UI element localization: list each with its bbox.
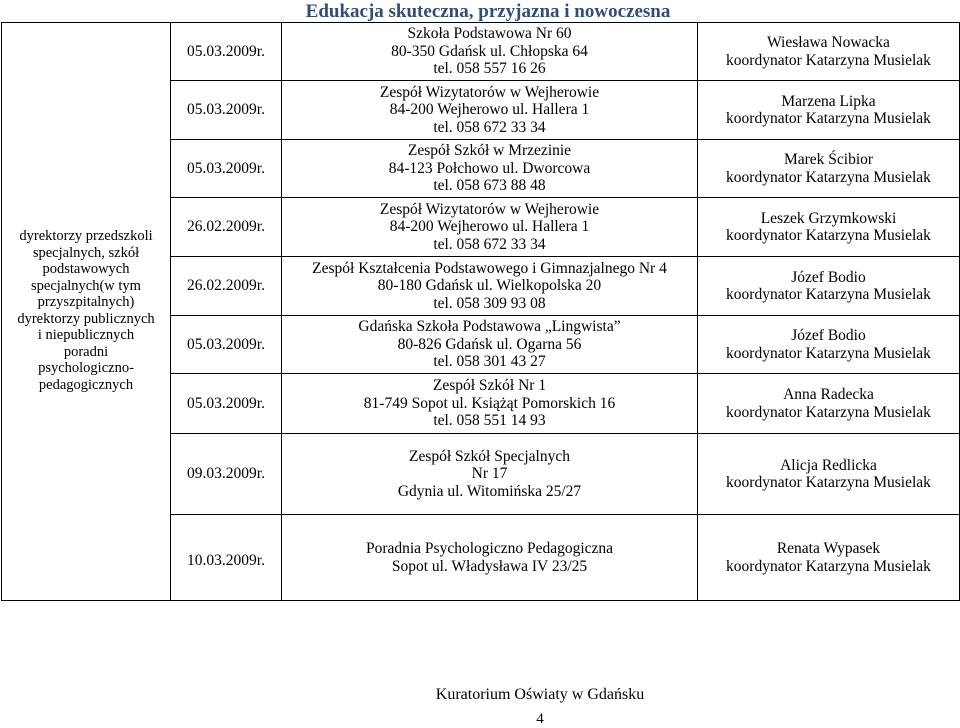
date-cell: 05.03.2009r.	[171, 374, 282, 434]
leader-cell	[698, 316, 960, 374]
coordinator-name: koordynator Katarzyna Musielak	[726, 403, 931, 421]
leader-cell	[698, 23, 960, 81]
school-cell	[282, 81, 698, 140]
school-cell	[282, 316, 698, 374]
coordinator-name: koordynator Katarzyna Musielak	[726, 51, 931, 69]
footer-institution: Kuratorium Oświaty w Gdańsku	[435, 686, 645, 703]
coordinator-name: koordynator Katarzyna Musielak	[726, 110, 931, 127]
leader-name: Marek Ścibior	[783, 151, 874, 168]
leader-name: Wiesława Nowacka	[767, 34, 890, 51]
school-cell	[282, 515, 698, 601]
school-name: Zespół Szkół Nr 1	[432, 377, 547, 395]
school-phone: tel. 058 309 93 08	[433, 294, 546, 312]
coordinator-name: koordynator Katarzyna Musielak	[726, 474, 931, 491]
school-cell	[282, 434, 698, 515]
leader-cell	[698, 374, 960, 434]
audience-line: i niepublicznych	[37, 327, 135, 343]
school-name: Szkoła Podstawowa Nr 60	[407, 25, 572, 43]
leader-name: Alicja Redlicka	[780, 456, 877, 474]
audience-line: przyszpitalnych)	[37, 294, 135, 310]
leader-cell	[698, 257, 960, 316]
leader-name: Anna Radecka	[783, 386, 874, 403]
leader-cell	[698, 434, 960, 515]
school-name: Zespół Wizytatorów w Wejherowie	[379, 83, 600, 101]
page-header-title: Edukacja skuteczna, przyjazna i nowoczesna	[305, 1, 671, 22]
audience-cell	[2, 23, 171, 601]
leader-name: Józef Bodio	[791, 327, 866, 344]
school-address: 80-350 Gdańsk ul. Chłopska 64	[391, 42, 588, 60]
date-cell: 05.03.2009r.	[171, 316, 282, 374]
school-name: Poradnia Psychologiczno Pedagogiczna	[365, 540, 614, 557]
school-address: Gdynia ul. Witomińska 25/27	[397, 482, 582, 500]
coordinator-name: koordynator Katarzyna Musielak	[726, 227, 931, 244]
audience-line: specjalnych(w tym	[31, 277, 141, 294]
leader-cell	[698, 515, 960, 601]
school-phone: tel. 058 672 33 34	[433, 235, 546, 253]
school-number: Nr 17	[471, 465, 508, 483]
school-name: Gdańska Szkoła Podstawowa „Lingwista”	[358, 318, 621, 336]
leader-cell	[698, 140, 960, 198]
school-cell	[282, 198, 698, 257]
coordinator-name: koordynator Katarzyna Musielak	[726, 557, 931, 575]
table-row	[2, 23, 960, 81]
school-name: Zespół Kształcenia Podstawowego i Gimnazjalnego Nr 4	[312, 259, 667, 277]
date-cell: 26.02.2009r.	[171, 257, 282, 316]
date-cell: 05.03.2009r.	[171, 23, 282, 81]
school-address: 80-180 Gdańsk ul. Wielkopolska 20	[377, 277, 602, 295]
audience-line: podstawowych	[42, 261, 130, 277]
date-cell: 05.03.2009r.	[171, 140, 282, 198]
school-phone: tel. 058 672 33 34	[433, 118, 546, 136]
leader-name: Józef Bodio	[791, 268, 866, 286]
school-address: 84-200 Wejherowo ul. Hallera 1	[389, 101, 590, 119]
leader-name: Marzena Lipka	[781, 92, 876, 110]
audience-line: dyrektorzy publicznych	[17, 310, 155, 327]
school-phone: tel. 058 557 16 26	[433, 60, 546, 78]
school-cell	[282, 374, 698, 434]
date-cell: 10.03.2009r.	[171, 515, 282, 601]
school-cell	[282, 257, 698, 316]
page-number: 4	[536, 711, 544, 727]
audience-line: pedagogicznych	[38, 376, 134, 393]
school-name: Zespół Szkół Specjalnych	[409, 447, 570, 465]
school-address: Sopot ul. Władysława IV 23/25	[391, 557, 588, 575]
schedule-table	[1, 22, 960, 601]
coordinator-name: koordynator Katarzyna Musielak	[726, 168, 931, 186]
leader-name: Renata Wypasek	[776, 540, 881, 557]
school-cell	[282, 140, 698, 198]
audience-line: psychologiczno-	[38, 360, 134, 376]
school-phone: tel. 058 551 14 93	[433, 412, 546, 430]
school-name: Zespół Wizytatorów w Wejherowie	[379, 200, 600, 218]
audience-line: specjalnych, szkół	[32, 244, 140, 261]
school-address: 81-749 Sopot ul. Książąt Pomorskich 16	[363, 394, 616, 412]
school-name: Zespół Szkół w Mrzezinie	[407, 142, 572, 160]
leader-cell	[698, 81, 960, 140]
school-phone: tel. 058 673 88 48	[433, 177, 546, 195]
school-address: 80-826 Gdańsk ul. Ogarna 56	[397, 335, 582, 353]
school-cell	[282, 23, 698, 81]
date-cell: 26.02.2009r.	[171, 198, 282, 257]
school-phone: tel. 058 301 43 27	[433, 353, 546, 371]
coordinator-name: koordynator Katarzyna Musielak	[726, 344, 931, 362]
audience-line: poradni	[63, 343, 109, 360]
coordinator-name: koordynator Katarzyna Musielak	[726, 286, 931, 303]
leader-cell	[698, 198, 960, 257]
date-cell: 09.03.2009r.	[171, 434, 282, 515]
school-address: 84-200 Wejherowo ul. Hallera 1	[389, 218, 590, 236]
leader-name: Leszek Grzymkowski	[760, 209, 897, 227]
school-address: 84-123 Połchowo ul. Dworcowa	[388, 159, 591, 177]
audience-line: dyrektorzy przedszkoli	[19, 228, 153, 244]
date-cell: 05.03.2009r.	[171, 81, 282, 140]
